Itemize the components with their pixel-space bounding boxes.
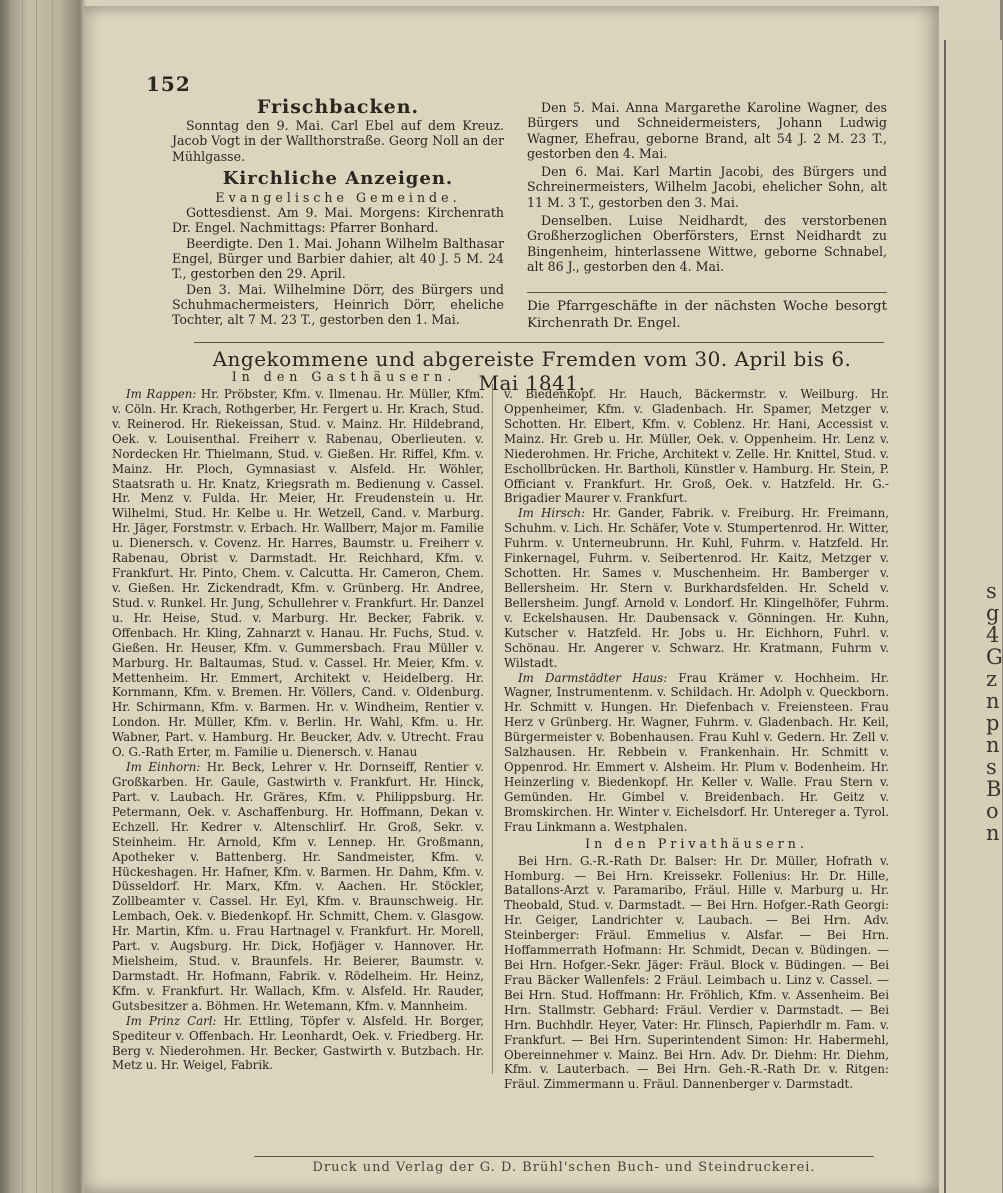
kirchliche-anzeigen-heading: Kirchliche Anzeigen.: [222, 167, 454, 189]
privathaeuser-subheading: In den Privathäusern.: [585, 835, 808, 851]
inn-label-einhorn: Im Einhorn:: [126, 760, 201, 775]
page-edge: [52, 0, 53, 1193]
privathaeuser-guest-list: Bei Hrn. G.-R.-Rath Dr. Balser: Hr. Dr. Müller, Hofrath v. Homburg. — Bei Hrn. Kreissekr. Follenius: Hr. Dr. Hille, Batallons-Arzt v. Paramaribo, Fräul. Hille v. Marburg u. Hr. Theobald, Stud. v. Darmstadt. — Bei Hrn. Hofger.-Rath Georgi: Hr. Geiger, Landrichter v. Laubach. — Bei Hrn. Adv. Steinberger: Fräul. Emmelius v. Alsfar. — Bei Hrn. Hoffammerrath Hofmann: Hr. Schmidt, Decan v. Büdingen. — Bei Hrn. Hofger.-Sekr. Jäger: Fräul. Block v. Büdingen. — Bei Frau Bäcker Wallenfels: 2 Fräul. Leimbach u. Linz v. Cassel. — Bei Hrn. Stud. Hoffmann: Hr. Fröhlich, Kfm. v. Assenheim. Bei Hrn. Stallmstr. Gebhard: Fräul. Verdier v. Darmstadt. — Bei Hrn. Buchhdlr. Heyer, Vater: Hr. Flinsch, Papierhdlr m. Fam. v. Frankfurt. — Bei Hrn. Superintendent Simon: Hr. Habermehl, Obereinnehmer v. Mainz. Bei Hrn. Adv. Dr. Diehm: Hr. Diehm, Kfm. v. Lauterbach. — Bei Hrn. Geh.-R.-Rath Dr. v. Ritgen: Fräul. Zimmermann u. Fräul. Dannenberger v. Darmstadt.: [504, 853, 889, 1092]
inn-label-hirsch: Im Hirsch:: [518, 506, 586, 521]
prinz-carl-guest-list: Hr. Ettling, Töpfer v. Alsfeld. Hr. Borger, Spediteur v. Offenbach. Hr. Leonhardt, Oek. v. Friedberg. Hr. Berg v. Niederohmen. Hr. Becker, Gastwirth v. Butzbach. Hr. Metz u. Hr. Weigel, Fabrik.: [112, 1013, 485, 1073]
death-entry: Denselben. Luise Neidhardt, des verstorbenen Großherzoglichen Oberförsters, Ernst Neidhardt zu Bingenheim, hinterlassene Wittwe, geborne Schnabel, alt 86 J., gestorben den 4. Mai.: [527, 213, 887, 274]
beerdigte-entry: Beerdigte. Den 1. Mai. Johann Wilhelm Balthasar Engel, Bürger und Barbier dahier, alt 40 J. 5 M. 24 T., gestorben den 29. April.: [172, 235, 504, 282]
next-page-fragment: n: [986, 733, 1000, 757]
death-entry: Den 6. Mai. Karl Martin Jacobi, des Bürgers und Schreinermeisters, Wilhelm Jacobi, ehelicher Sohn, alt 11 M. 3 T., gestorben den 3. Mai.: [527, 164, 887, 210]
next-page-fragment: s: [986, 579, 997, 603]
next-page-fragment: 4: [986, 623, 1000, 647]
inn-label-rappen: Im Rappen:: [126, 387, 197, 401]
page-edge: [22, 0, 23, 1193]
frischbacken-text: Sonntag den 9. Mai. Carl Ebel auf dem Kreuz. Jacob Vogt in der Wallthorstraße. Georg Noll an der Mühlgasse.: [172, 118, 504, 164]
inn-label-prinz-carl: Im Prinz Carl:: [126, 1013, 217, 1028]
right-bottom-column: [504, 387, 889, 1092]
arrivals-heading: Angekommene und abgereiste Fremden vom 30. April bis 6. Mai 1841.: [212, 347, 852, 395]
divider-rule: [254, 1156, 874, 1157]
column-divider: [492, 384, 493, 1074]
page-number: 152: [146, 72, 191, 96]
gasthaeuser-subheading: In den Gasthäusern.: [231, 369, 457, 384]
divider-rule: [527, 292, 887, 293]
rappen-guest-list: Hr. Pröbster, Kfm. v. Ilmenau. Hr. Müller, Kfm. v. Cöln. Hr. Krach, Rothgerber, Hr. Fergert u. Hr. Krach, Stud. v. Reinerod. Hr. Riekeissan, Stud. v. Mainz. Hr. Hildebrand, Oek. v. Louisenthal. Freiherr v. Rabenau, Oberlieuten. v. Nordecken Hr. Thielmann, Stud. v. Gießen. Hr. Riffel, Kfm. v. Mainz. Hr. Ploch, Gymnasiast v. Alsfeld. Hr. Wöhler, Staatsrath u. Hr. Knatz, Kriegsrath m. Bedienung v. Cassel. Hr. Menz v. Fulda. Hr. Meier, Hr. Freudenstein u. Hr. Wilhelmi, Stud. Hr. Kelbe u. Hr. Wetzell, Cand. v. Marburg. Hr. Jäger, Forstmstr. v. Erbach. Hr. Wallberr, Major m. Familie u. Dienersch. v. Covenz. Hr. Harres, Baumstr. u. Freiherr v. Rabenau, Obrist v. Darmstadt. Hr. Reichhard, Kfm. v. Frankfurt. Hr. Pinto, Chem. v. Calcutta. Hr. Cameron, Chem. v. Gießen. Hr. Zickendradt, Kfm. v. Grünberg. Hr. Andree, Stud. v. Runkel. Hr. Jung, Schullehrer v. Frankfurt. Hr. Danzel u. Hr. Heise, Stud. v. Marburg. Hr. Becker, Fabrik. v. Offenbach. Hr. Kling, Zahnarzt v. Hanau. Hr. Fuchs, Stud. v. Gießen. Hr. Heuser, Kfm. v. Gummersbach. Frau Müller v. Marburg. Hr. Baltaumas, Stud. v. Cassel. Hr. Meier, Kfm. v. Mettenheim. Hr. Emmert, Architekt v. Heidelberg. Hr. Kornmann, Kfm. v. Bremen. Hr. Völlers, Cand. v. Oldenburg. Hr. Schirmann, Kfm. v. Barmen. Hr. v. Windheim, Rentier v. London. Hr. Müller, Kfm. v. Berlin. Hr. Wahl, Kfm. u. Hr. Wabner, Part. v. Hamburg. Hr. Beucker, Adv. v. Utrecht. Frau O. G.-Rath Erter, m. Familie u. Dienersch. v. Hanau: [112, 387, 484, 760]
darmstaedter-guest-list: Frau Krämer v. Hochheim. Hr. Wagner, Instrumentenm. v. Schildach. Hr. Adolph v. Queckborn. Hr. Schmitt v. Hungen. Hr. Diefenbach v. Freiensteen. Frau Herz v Grünberg. Hr. Wagner, Fuhrm. v. Gladenbach. Hr. Keil, Bürgermeister v. Bobenhausen. Frau Kuhl v. Gedern. Hr. Zell v. Salzhausen. Hr. Rebbein v. Frankenhain. Hr. Schmitt v. Oppenrod. Hr. Emmert v. Alsheim. Hr. Plum v. Bodenheim. Hr. Heinzerling v. Biedenkopf. Hr. Keller v. Walle. Frau Stern v. Gemünden. Hr. Gimbel v. Breidenbach. Hr. Geitz v. Bromskirchen. Hr. Winter v. Eichelsdorf. Hr. Untereger a. Tyrol. Frau Linkmann a. Westphalen.: [504, 670, 890, 834]
printer-imprint: Druck und Verlag der G. D. Brühl'schen Buch- und Steindruckerei.: [312, 1160, 816, 1175]
inn-label-darmstaedter-haus: Im Darmstädter Haus:: [518, 670, 668, 685]
next-page-fragment: z: [986, 667, 998, 691]
prinz-carl-guest-list-continued: v. Biedenkopf. Hr. Hauch, Bäckermstr. v. Weilburg. Hr. Oppenheimer, Kfm. v. Gladenbach. Hr. Spamer, Metzger v. Schotten. Hr. Elbert, Kfm. v. Coblenz. Hr. Hani, Accessist v. Mainz. Hr. Greb u. Hr. Müller, Oek. v. Oppenheim. Hr. Lenz v. Niederohmen. Hr. Friche, Architekt v. Zelle. Hr. Knittel, Stud. v. Eschollbrücken. Hr. Bartholi, Künstler v. Hamburg. Hr. Stein, P. Officiant v. Frankfurt. Hr. Groß, Oek. v. Hatzfeld. Hr. G.-Brigadier Maurer v. Frankfurt.: [504, 387, 889, 506]
adjacent-page-edge: [944, 40, 1002, 1193]
next-page-fragment: o: [986, 799, 999, 823]
next-page-fragment: g: [986, 601, 1000, 625]
frischbacken-heading: Frischbacken.: [256, 96, 420, 118]
page-edge: [10, 0, 11, 1193]
next-page-fragment: s: [986, 755, 997, 779]
page-edge: [36, 0, 37, 1193]
next-page-fragment: n: [986, 821, 1000, 845]
death-entry: Den 5. Mai. Anna Margarethe Karoline Wagner, des Bürgers und Schneidermeisters, Johann Ludwig Wagner, Ehefrau, geborne Brand, alt 54 J. 2 M. 23 T., gestorben den 4. Mai.: [527, 100, 887, 161]
next-page-fragment: B: [986, 777, 1002, 801]
next-page-fragment: p: [986, 711, 1000, 735]
gottesdienst-text: Gottesdienst. Am 9. Mai. Morgens: Kirchenrath Dr. Engel. Nachmittags: Pfarrer Bonhard.: [172, 205, 504, 236]
next-page-fragment: G: [986, 645, 1003, 669]
beerdigte-entry: Den 3. Mai. Wilhelmine Dörr, des Bürgers und Schuhmachermeisters, Heinrich Dörr, eheliche Tochter, alt 7 M. 23 T., gestorben den 1. Mai.: [172, 281, 504, 328]
gemeinde-subheading: Evangelische Gemeinde.: [215, 189, 461, 205]
page-edge: [68, 0, 69, 1193]
next-page-fragment: n: [986, 689, 1000, 713]
right-top-column: [527, 100, 887, 274]
left-bottom-column: [112, 387, 484, 1073]
divider-rule: [194, 342, 884, 343]
einhorn-guest-list: Hr. Beck, Lehrer v. Hr. Dornseiff, Rentier v. Großkarben. Hr. Gaule, Gastwirth v. Frankfurt. Hr. Hinck, Part. v. Laubach. Hr. Gräres, Kfm. v. Philippsburg. Hr. Petermann, Oek. v. Aschaffenburg. Hr. Hoffmann, Dekan v. Echzell. Hr. Kedrer v. Altenschlirf. Hr. Groß, Sekr. v. Steinheim. Hr. Arnold, Kfm v. Lennep. Hr. Großmann, Apotheker v. Battenberg. Hr. Sandmeister, Kfm. v. Hückeshagen. Hr. Hafner, Kfm. v. Barmen. Hr. Dahm, Kfm. v. Düsseldorf. Hr. Marx, Kfm. v. Aachen. Hr. Stöckler, Zollbeamter v. Cassel. Hr. Eyl, Kfm. v. Braunschweig. Hr. Lembach, Oek. v. Biedenkopf. Hr. Schmitt, Chem. v. Glasgow. Hr. Martin, Kfm. u. Frau Hartnagel v. Frankfurt. Hr. Morell, Part. v. Augsburg. Hr. Dick, Hofjäger v. Hannover. Hr. Mielsheim, Stud. v. Braunfels. Hr. Beierer, Baumstr. v. Darmstadt. Hr. Hofmann, Fabrik. v. Rödelheim. Hr. Heinz, Kfm. v. Frankfurt. Hr. Wallach, Kfm. v. Alsfeld. Hr. Rauder, Gutsbesitzer a. Böhmen. Hr. Wetemann, Kfm. v. Mannheim.: [112, 760, 484, 1013]
parish-notice: Die Pfarrgeschäfte in der nächsten Woche besorgt Kirchenrath Dr. Engel.: [527, 299, 887, 331]
hirsch-guest-list: Hr. Gander, Fabrik. v. Freiburg. Hr. Freimann, Schuhm. v. Lich. Hr. Schäfer, Vote v. Stumpertenrod. Hr. Witter, Fuhrm. v. Unterneubrunn. Hr. Kuhl, Fuhrm. v. Hatzfeld. Hr. Finkernagel, Fuhrm. v. Seibertenrod. Hr. Kaitz, Metzger v. Schotten. Hr. Sames v. Muschenheim. Hr. Bamberger v. Bellersheim. Hr. Stern v. Burkhardsfelden. Hr. Scheld v. Bellersheim. Jungf. Arnold v. Londorf. Hr. Klingelhöfer, Fuhrm. v. Eckelshausen. Hr. Daubensack v. Gönningen. Hr. Kuhn, Kutscher v. Hatzfeld. Hr. Jobs u. Hr. Eichhorn, Fuhrl. v. Schönau. Hr. Angerer v. Schwarz. Hr. Kratmann, Fuhrm v. Wilstadt.: [504, 506, 890, 670]
left-top-column: [172, 96, 504, 328]
newspaper-page: [84, 6, 939, 1193]
